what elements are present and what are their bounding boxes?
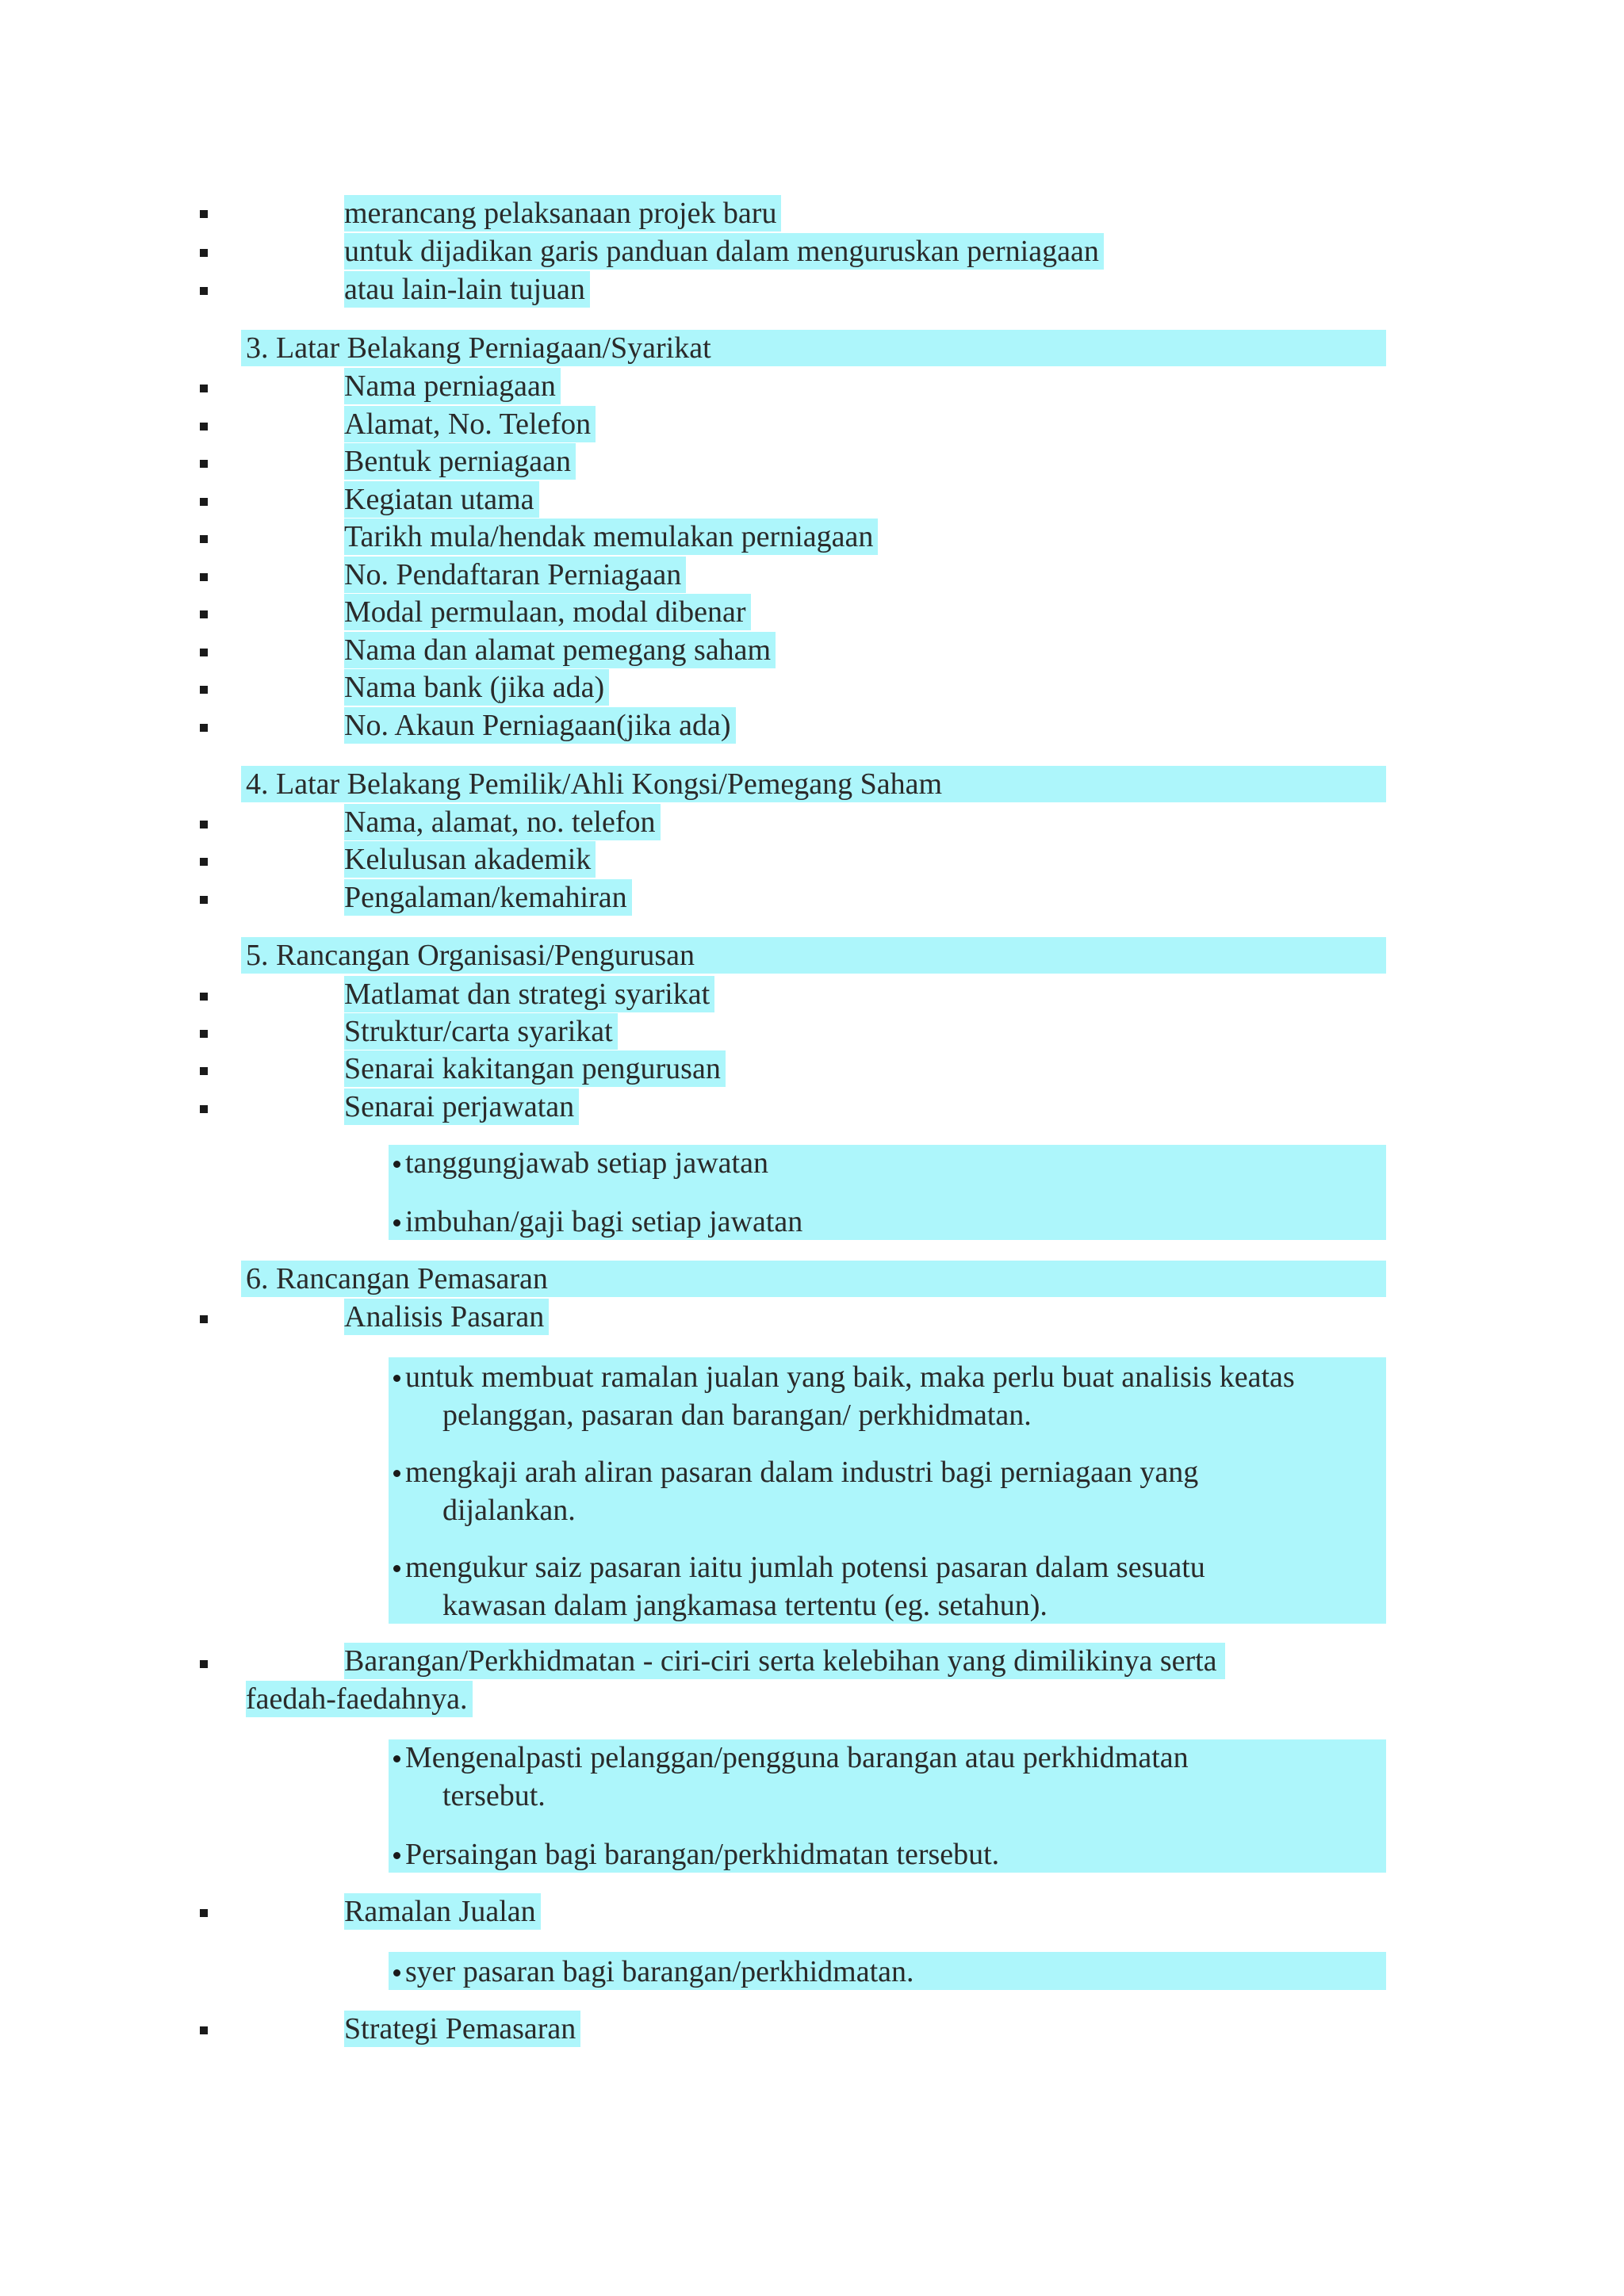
bullet-square: [200, 1660, 208, 1668]
bullet-dot: [393, 1565, 400, 1572]
section-6-title: 6. Rancangan Pemasaran: [241, 1261, 1386, 1297]
bullet-square: [200, 1030, 208, 1038]
analisis-sub-line2: pelanggan, pasaran dan barangan/ perkhidmatan.: [442, 1399, 1032, 1432]
bullet-square: [200, 1105, 208, 1113]
s3-item: Nama dan alamat pemegang saham: [344, 632, 776, 668]
s5-item: Senarai perjawatan: [344, 1089, 579, 1125]
s3-item: No. Akaun Perniagaan(jika ada): [344, 707, 736, 744]
s5-sub-text: tanggungjawab setiap jawatan: [405, 1146, 768, 1180]
bullet-square: [200, 210, 208, 218]
barangan-line2: faedah-faedahnya.: [246, 1681, 473, 1717]
bullet-square: [200, 1909, 208, 1917]
s3-item: Nama bank (jika ada): [344, 669, 609, 706]
s5-item: Matlamat dan strategi syarikat: [344, 976, 714, 1012]
bullet-square: [200, 896, 208, 904]
barangan-sub-line2: tersebut.: [442, 1779, 546, 1812]
s3-item: Kegiatan utama: [344, 481, 539, 518]
s6-strategi: Strategi Pemasaran: [344, 2011, 580, 2047]
s3-item: Alamat, No. Telefon: [344, 406, 596, 442]
bullet-square: [200, 385, 208, 392]
intro-item: merancang pelaksanaan projek baru: [344, 195, 781, 232]
bullet-square: [200, 287, 208, 295]
bullet-square: [200, 1067, 208, 1075]
barangan-sub-line1: Persaingan bagi barangan/perkhidmatan tersebut.: [405, 1838, 1000, 1871]
intro-item: untuk dijadikan garis panduan dalam menguruskan perniagaan: [344, 233, 1104, 270]
s5-item: Struktur/carta syarikat: [344, 1013, 618, 1050]
barangan-sub-item: [393, 1836, 999, 1873]
bullet-dot: [393, 1755, 400, 1762]
bullet-square: [200, 821, 208, 828]
analisis-sub-line1: mengkaji arah aliran pasaran dalam industri bagi perniagaan yang: [405, 1456, 1199, 1489]
analisis-sub-line2: kawasan dalam jangkamasa tertentu (eg. setahun).: [442, 1589, 1048, 1622]
s3-item: Bentuk perniagaan: [344, 443, 576, 480]
analisis-sub-item: [393, 1454, 1198, 1490]
s5-sub-item: [393, 1145, 768, 1181]
bullet-square: [200, 858, 208, 866]
bullet-dot: [393, 1470, 400, 1477]
section-3-title: 3. Latar Belakang Perniagaan/Syarikat: [241, 330, 1386, 366]
s6-analisis: Analisis Pasaran: [344, 1299, 549, 1335]
section-5-title: 5. Rancangan Organisasi/Pengurusan: [241, 937, 1386, 974]
bullet-square: [200, 535, 208, 543]
bullet-square: [200, 498, 208, 506]
bullet-square: [200, 249, 208, 257]
bullet-square: [200, 724, 208, 732]
bullet-dot: [393, 1969, 400, 1976]
bullet-square: [200, 993, 208, 1001]
bullet-square: [200, 573, 208, 581]
s5-item: Senarai kakitangan pengurusan: [344, 1050, 726, 1087]
bullet-dot: [393, 1375, 400, 1382]
s4-item: Nama, alamat, no. telefon: [344, 804, 661, 840]
ramalan-sub-item: [393, 1954, 914, 1990]
s3-item: Tarikh mula/hendak memulakan perniagaan: [344, 519, 878, 555]
bullet-square: [200, 686, 208, 694]
barangan-line1: Barangan/Perkhidmatan - ciri-ciri serta kelebihan yang dimilikinya serta: [344, 1643, 1225, 1679]
bullet-square: [200, 1315, 208, 1323]
s4-item: Pengalaman/kemahiran: [344, 879, 632, 916]
s5-sub-text: imbuhan/gaji bagi setiap jawatan: [405, 1205, 803, 1238]
intro-item: atau lain-lain tujuan: [344, 271, 590, 308]
analisis-sub-line1: mengukur saiz pasaran iaitu jumlah potensi pasaran dalam sesuatu: [405, 1551, 1205, 1584]
barangan-sub-line1: Mengenalpasti pelanggan/pengguna barangan atau perkhidmatan: [405, 1741, 1189, 1774]
bullet-square: [200, 423, 208, 430]
bullet-square: [200, 460, 208, 468]
bullet-dot: [393, 1852, 400, 1859]
s3-item: Nama perniagaan: [344, 368, 561, 404]
bullet-square: [200, 649, 208, 656]
s3-item: No. Pendaftaran Perniagaan: [344, 557, 686, 593]
section-4-title: 4. Latar Belakang Pemilik/Ahli Kongsi/Pemegang Saham: [241, 766, 1386, 802]
analisis-sub-item: [393, 1359, 1295, 1395]
ramalan-sub-text: syer pasaran bagi barangan/perkhidmatan.: [405, 1955, 914, 1988]
s3-item: Modal permulaan, modal dibenar: [344, 594, 751, 630]
analisis-sub-item: [393, 1549, 1205, 1586]
bullet-square: [200, 2026, 208, 2034]
bullet-dot: [393, 1219, 400, 1226]
s6-ramalan: Ramalan Jualan: [344, 1893, 541, 1930]
analisis-sub-line2: dijalankan.: [442, 1494, 576, 1527]
bullet-square: [200, 610, 208, 618]
s5-sub-item: [393, 1203, 802, 1240]
barangan-sub-item: [393, 1739, 1189, 1776]
bullet-dot: [393, 1161, 400, 1168]
analisis-sub-line1: untuk membuat ramalan jualan yang baik, maka perlu buat analisis keatas: [405, 1360, 1295, 1394]
s4-item: Kelulusan akademik: [344, 841, 596, 878]
